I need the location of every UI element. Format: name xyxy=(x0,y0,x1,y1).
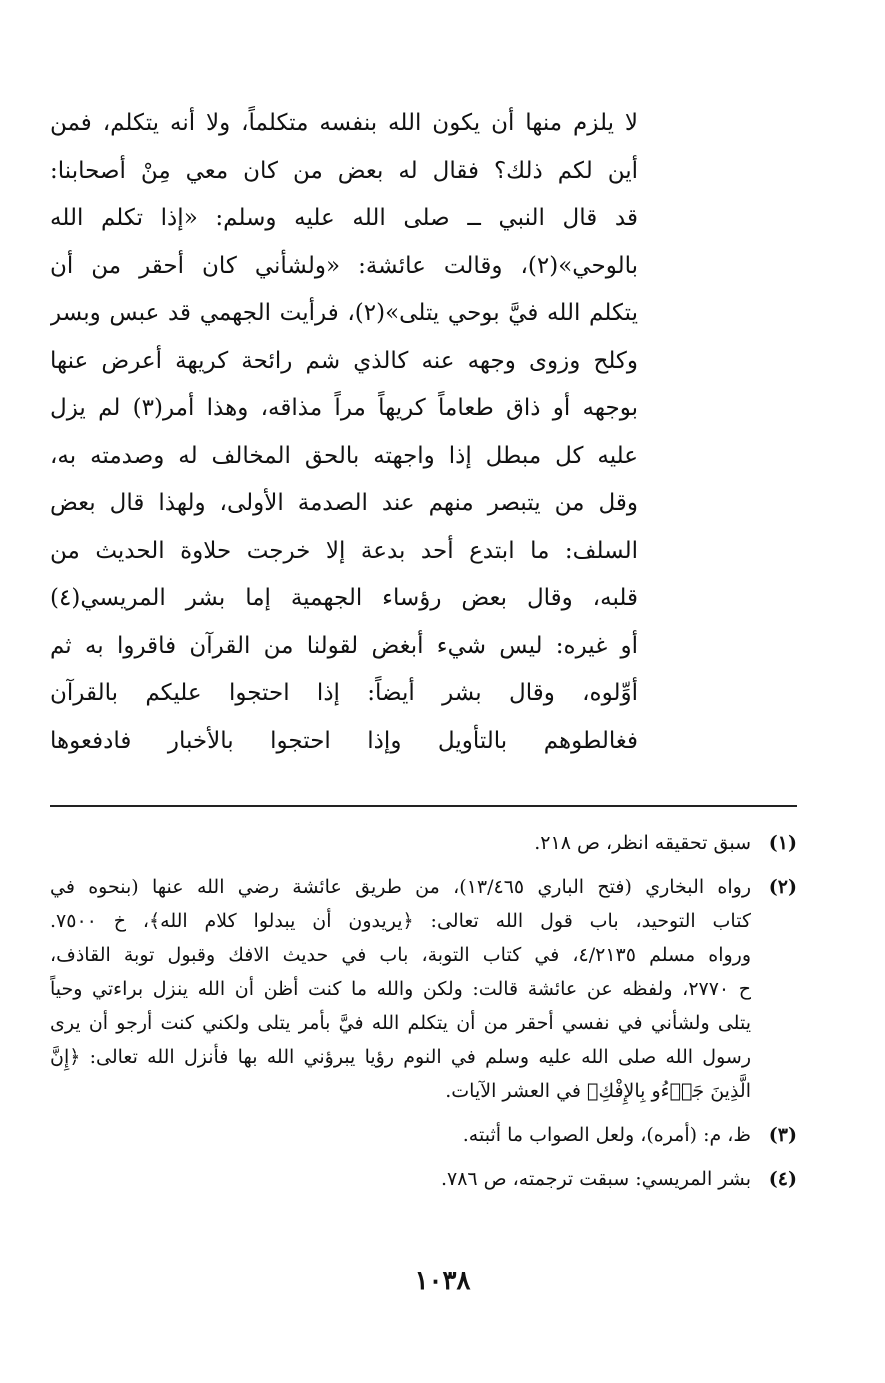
body-line: يتكلم الله فيَّ بوحي يتلى»(٢)، فرأيت الجهمي قد عبس وبسر xyxy=(50,300,638,326)
body-line: لا يلزم منها أن يكون الله بنفسه متكلماً، ولا أنه يتكلم، فمن xyxy=(50,110,638,136)
footnote-item xyxy=(50,1118,797,1152)
footnote-line: كتاب التوحيد، باب قول الله تعالى: ﴿يريدون أن يبدلوا كلام الله﴾، خ ٧٥٠٠. xyxy=(50,910,751,932)
main-text xyxy=(50,100,638,765)
footnote-item xyxy=(50,1162,797,1196)
footnote-line: ورواه مسلم ٤/٢١٣٥، في كتاب التوبة، باب في حديث الافك وقبول توبة القاذف، xyxy=(50,944,751,966)
footnote-item xyxy=(50,826,797,860)
footnote-line: بشر المريسي: سبقت ترجمته، ص ٧٨٦. xyxy=(440,1168,751,1190)
footnote-number: (١) xyxy=(768,832,797,854)
footnote-number: (٢) xyxy=(768,876,797,898)
footnote-line: ظ، م: (أمره)، ولعل الصواب ما أثبته. xyxy=(462,1124,751,1146)
page-number: ١٠٣٨ xyxy=(414,1266,471,1296)
body-line: فغالطوهم بالتأويل وإذا احتجوا بالأخبار فادفعوها xyxy=(50,727,638,754)
body-line: وكلح وزوى وجهه عنه كالذي شم رائحة كريهة أعرض عنها xyxy=(50,347,638,374)
body-line: أو غيره: ليس شيء أبغض لقولنا من القرآن فاقروا به ثم xyxy=(50,632,638,659)
body-line: عليه كل مبطل إذا واجهته بالحق المخالف له وصدمته به، xyxy=(50,442,638,469)
footnote-line: رسول الله صلى الله عليه وسلم في النوم رؤيا يبرؤني الله بها فأنزل الله تعالى: ﴿إِنَّ xyxy=(50,1046,751,1068)
body-line: قد قال النبي ــ صلى الله عليه وسلم: «إذا تكلم الله xyxy=(50,205,638,231)
body-line: بوجهه أو ذاق طعاماً كريهاً مراً مذاقه، وهذا أمر(٣) لم يزل xyxy=(50,395,638,421)
footnote-number: (٤) xyxy=(768,1168,797,1190)
footnote-line: رواه البخاري (فتح الباري ١٣/٤٦٥)، من طريق عائشة رضي الله عنها (بنحوه في xyxy=(50,876,751,898)
footnote-line: الَّذِينَ جَاۤءُو بِالإِفْكِ﴾ في العشر الآيات. xyxy=(445,1080,751,1102)
footnote-line: سبق تحقيقه انظر، ص ٢١٨. xyxy=(534,832,751,854)
footnote-number: (٣) xyxy=(768,1124,797,1146)
body-line: السلف: ما ابتدع أحد بدعة إلا خرجت حلاوة الحديث من xyxy=(50,537,638,564)
body-line: بالوحي»(٢)، وقالت عائشة: «ولشأني كان أحقر من أن xyxy=(50,252,638,279)
footnote-line: ح ٢٧٧٠، ولفظه عن عائشة قالت: ولكن والله ما كنت أظن أن الله ينزل براءتي وحياً xyxy=(50,978,751,1000)
footnotes xyxy=(50,826,797,1206)
footnote-line: يتلى ولشأني في نفسي أحقر من أن يتكلم الله فيَّ بأمر يتلى ولكني كنت أرجو أن يرى xyxy=(50,1012,751,1034)
body-line: قلبه، وقال بعض رؤساء الجهمية إما بشر المريسي(٤) xyxy=(50,585,638,611)
footnote-separator xyxy=(50,805,797,807)
body-line: أوِّلوه، وقال بشر أيضاً: إذا احتجوا عليكم بالقرآن xyxy=(50,680,638,706)
footnote-item xyxy=(50,870,797,1108)
body-line: وقل من يتبصر منهم عند الصدمة الأولى، ولهذا قال بعض xyxy=(50,490,638,516)
body-line: أين لكم ذلك؟ فقال له بعض من كان معي مِنْ أصحابنا: xyxy=(50,157,638,184)
